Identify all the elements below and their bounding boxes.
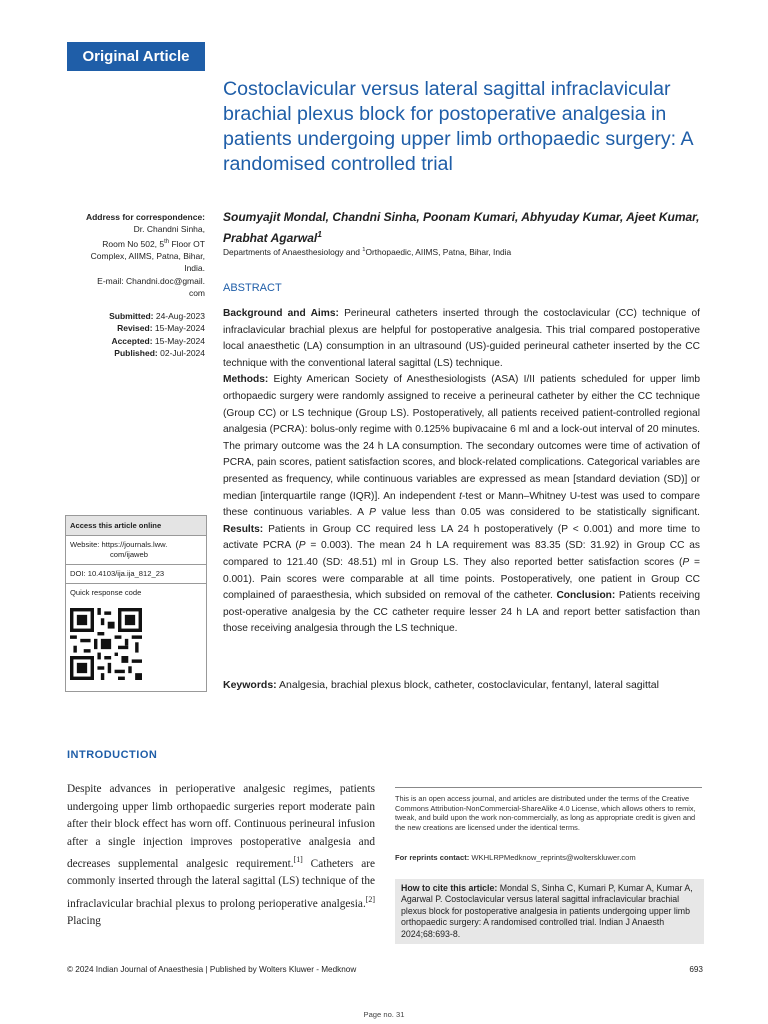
article-dates	[60, 310, 205, 360]
access-header: Access this article online	[66, 516, 206, 536]
published-date: Published: 02-Jul-2024	[114, 348, 205, 359]
citation-ref[interactable]: [2]	[365, 894, 375, 904]
introduction-heading: INTRODUCTION	[67, 749, 158, 761]
correspondence-label: Address for correspondence:	[85, 212, 205, 222]
article-title: Costoclavicular versus lateral sagittal infraclavicular brachial plexus block for postoperative analgesia in patients undergoing upper limb orthopaedic surgery: A randomised controlled trial	[223, 78, 693, 175]
qr-section	[66, 584, 206, 691]
access-article-box	[65, 515, 207, 692]
qr-code-icon[interactable]	[70, 608, 142, 680]
submitted-date: Submitted: 24-Aug-2023	[109, 311, 205, 321]
authors-affiliation-mark: 1	[317, 229, 322, 239]
correspondence-line: Complex, AIIMS, Patna, Bihar,	[90, 251, 205, 262]
correspondence-line: Dr. Chandni Sinha,	[133, 224, 205, 235]
article-type-badge: Original Article	[67, 42, 205, 71]
affiliation-text-a: Departments of Anaesthesiology and	[223, 247, 363, 257]
reprints-contact: For reprints contact: WKHLRPMedknow_reprints@wolterskluwer.com	[395, 853, 636, 862]
correspondence-line: Room No 502, 5th Floor OT	[102, 238, 205, 249]
footer-page-number: 693	[689, 965, 703, 974]
correspondence-email[interactable]: E-mail: Chandni.doc@gmail.	[97, 275, 205, 286]
affiliation-sup: 1	[362, 247, 366, 254]
qr-label: Quick response code	[70, 588, 142, 597]
affiliations	[223, 247, 713, 257]
correspondence-line: India.	[184, 263, 205, 274]
accepted-date: Accepted: 15-May-2024	[111, 335, 205, 346]
viewer-page-number: Page no. 31	[363, 1010, 405, 1019]
correspondence-block	[60, 211, 205, 300]
citation-ref[interactable]: [1]	[293, 855, 303, 864]
website-link[interactable]: Website: https://journals.lww. com/ijaweb	[66, 536, 206, 565]
correspondence-email-cont[interactable]: com	[188, 288, 205, 299]
affiliation-text-b: Orthopaedic, AIIMS, Patna, Bihar, India	[365, 247, 512, 257]
page-footer	[67, 965, 703, 974]
abstract-body: Background and Aims: Perineural catheters inserted through the costoclavicular (CC) technique of infraclavicular brachial plexus are helpful for postoperative analgesia. This trial compared postoperative local anaesthetic (LA) consumption in an ultrasound (US)-guided perineural catheter inserted by the CC technique with the conventional lateral sagittal (LS) technique. Methods: Eighty American Society of Anesthesiologists (ASA) I/II patients scheduled for upper limb orthopaedic surgery were randomly assigned to receive a perineural catheter by either the CC technique (Group CC) or LS technique (Group LS). Postoperatively, all patients received patient-controlled regional analgesia (PCRA): bolus-only regime with 0.125% bupivacaine 6 ml and a lock-out interval of 20 minutes. The primary outcome was the 24 h LA consumption. The secondary outcomes were time of activation of PCRA, pain scores, patient satisfaction scores, and block-related complications. Categorical variables are presented as frequency, while continuous variables are expressed as mean [standard deviation (SD)] or median [interquartile range (IQR)]. An independent t-test or Mann–Whitney U-test was used to compare these continuous variables. A P value less than 0.05 was considered to be statistically significant. Results: Patients in Group CC required less LA 24 h postoperatively (P < 0.001) and more time to activate PCRA (P = 0.003). The mean 24 h LA requirement was 83.35 (SD: 31.92) in Group CC as compared to 121.40 (SD: 48.51) ml in Group LS. They also reported better satisfaction scores (P = 0.001). Pain scores were comparable at all time points. Postoperatively, one patient in Group CC complained of paraesthesia, which subsided on removal of the catheter. Conclusion: Patients receiving post-operative analgesia by the CC catheter require lesser 24 h LA and report better satisfaction than those receiving analgesia through the LS technique.	[223, 308, 701, 635]
license-notice: This is an open access journal, and articles are distributed under the terms of the Creative Commons Attribution-NonCommercial-ShareAlike 4.0 License, which allows others to remix, tweak, and build upon the work non-commercially, as long as appropriate credit is given and the new creations are licensed under the identical terms.	[395, 787, 702, 832]
citation-box: How to cite this article: Mondal S, Sinha C, Kumari P, Kumar A, Kumar A, Agarwal P. Costoclavicular versus lateral sagittal infraclavicular brachial plexus block for postoperative analgesia in patients undergoing upper limb orthopaedic surgery: A randomised controlled trial. Indian J Anaesth 2024;68:693-8.	[395, 879, 704, 944]
doi[interactable]: DOI: 10.4103/ija.ija_812_23	[66, 565, 206, 584]
authors-text: Soumyajit Mondal, Chandni Sinha, Poonam Kumari, Abhyuday Kumar, Ajeet Kumar, Prabhat Agarwal	[223, 210, 700, 245]
author-list	[223, 209, 713, 247]
revised-date: Revised: 15-May-2024	[117, 323, 205, 334]
abstract-heading: ABSTRACT	[223, 282, 282, 294]
keywords: Keywords: Analgesia, brachial plexus block, catheter, costoclavicular, fentanyl, lateral sagittal	[223, 679, 659, 691]
introduction-body: Despite advances in perioperative analgesic regimes, patients undergoing upper limb orthopaedic surgeries report moderate pain after their block effect has worn off. Continuous perineural infusion after a single injection improves postoperative analgesia and decreases supplemental analgesic requirement.[1] Catheters are commonly inserted through the lateral sagittal (LS) technique of the infraclavicular brachial plexus to prolong perioperative analgesia.[2] Placing	[67, 783, 375, 928]
footer-publisher: © 2024 Indian Journal of Anaesthesia | Published by Wolters Kluwer - Medknow	[67, 965, 357, 974]
